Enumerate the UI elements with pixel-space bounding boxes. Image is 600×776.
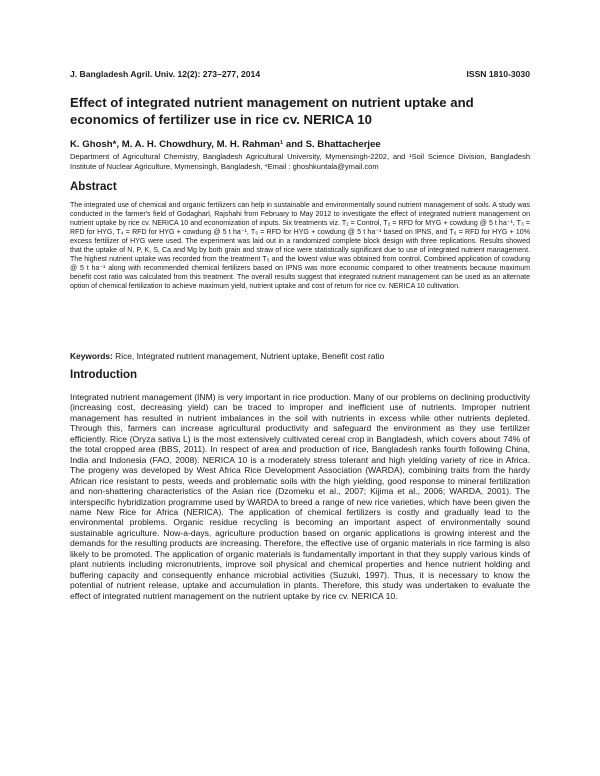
journal-citation: J. Bangladesh Agril. Univ. 12(2): 273–277, 2014	[70, 69, 261, 79]
keywords-line	[70, 351, 530, 361]
introduction-body: Integrated nutrient management (INM) is very important in rice production. Many of our problems on declining productivity (increasing cost, decreasing yield) can be traced to improper and inefficient use of nutrients. Improper nutrient management has resulted in nutrient imbalances in the soil with nutrients in excess while other nutrients depleted. Through this, farmers can increase agricultural productivity and safeguard the environment as they use fertilizer efficiently. Rice (Oryza sativa L) is the most extensively cultivated cereal crop in Bangladesh, which covers about 74% of the total cropped area (BBS, 2011). In respect of area and production of rice, Bangladesh ranks fourth following China, India and Indonesia (FAO, 2008). NERICA 10 is a moderately stress tolerant and high yielding variety of rice in Africa. The progeny was developed by West Africa Rice Development Association (WARDA), combining traits from the hardy African rice resistant to pests, weeds and problematic soils with the high yielding, good response to mineral fertilization and non-shattering characteristics of the Asian rice (Dzomeku et al., 2007; Kijima et al., 2006; WARDA, 2001). The interspecific hybridization programme used by WARDA to breed a range of new rice varieties, which have been given the name New Rice for Africa (NERICA). The application of chemical fertilizers is costly and gradually lead to the environmental problems. Organic residue recycling is becoming an important aspect of environmentally sound sustainable agriculture. Now-a-days, agriculture production based on organic applications is growing interest and the demands for the resulting products are increasing. Therefore, the effective use of organic materials in rice farming is also likely to be promoted. The application of organic materials is fundamentally important in that they supply various kinds of plant nutrients including micronutrients, improve soil physical and chemical properties and hence nutrient holding and buffering capacity and consequently enhance microbial activities (Suzuki, 1997). Thus, it is necessary to know the potential of nutrient release, uptake and accumulation in plants. Therefore, this study was undertaken to evaluate the effect of integrated nutrient management on the nutrient uptake by rice cv. NERICA 10.	[70, 392, 530, 601]
author-affiliation: Department of Agricultural Chemistry, Bangladesh Agricultural University, Mymensingh-2202, and ¹Soil Science Division, Bangladesh Institute of Nuclear Agriculture, Mymensingh, Bangladesh, *Email : ghoshkuntala@ymail.com	[70, 152, 530, 171]
journal-header	[70, 69, 530, 79]
abstract-body: The integrated use of chemical and organic fertilizers can help in sustainable and environmentally sound nutrient management of soils. A study was conducted in the farmer's field of Godagharl, Rajshahi from February to May 2012 to investigate the effect of integrated nutrient management on nutrient uptake by rice cv. NERICA 10 and economization of inputs. Six treatments viz. T₁ = Control, T₂ = RFD for MYG + cowdung @ 5 t ha⁻¹, T₃ = RFD for HYG, T₄ = RFD for HYG + cowdung @ 5 t ha⁻¹, T₅ = RFD for HYG + cowdung @ 5 t ha⁻¹ based on IPNS, and T₆ = RFD for HYG + 10% excess fertilizer of HYG were used. The experiment was laid out in a randomized complete block design with three replications. Results showed that the uptake of N, P, K, S, Ca and Mg by both grain and straw of rice were statistically significant due to use of integrated nutrient management. The highest nutrient uptake was recorded from the treatment T₅ and the lowest value was obtained from control. Combined application of cowdung @ 5 t ha⁻¹ along with recommended chemical fertilizers based on IPNS was more economic compared to other treatments because maximum benefit cost ratio was calculated from this treatment. The overall results suggest that integrated nutrient management can be used as an alternate option of chemical fertilization to achieve maximum yield, nutrient uptake and cost of return for rice cv. NERICA 10 cultivation.	[70, 202, 530, 290]
author-list: K. Ghosh*, M. A. H. Chowdhury, M. H. Rahman¹ and S. Bhattacherjee	[70, 139, 381, 150]
journal-issn: ISSN 1810-3030	[466, 69, 530, 79]
keywords-text: Rice, Integrated nutrient management, Nutrient uptake, Benefit cost ratio	[115, 351, 385, 361]
keywords-label: Keywords:	[70, 351, 113, 361]
introduction-heading: Introduction	[70, 369, 138, 381]
paper-title: Effect of integrated nutrient management on nutrient uptake and economics of fertilizer use in rice cv. NERICA 10	[70, 95, 474, 127]
abstract-heading: Abstract	[70, 181, 117, 193]
